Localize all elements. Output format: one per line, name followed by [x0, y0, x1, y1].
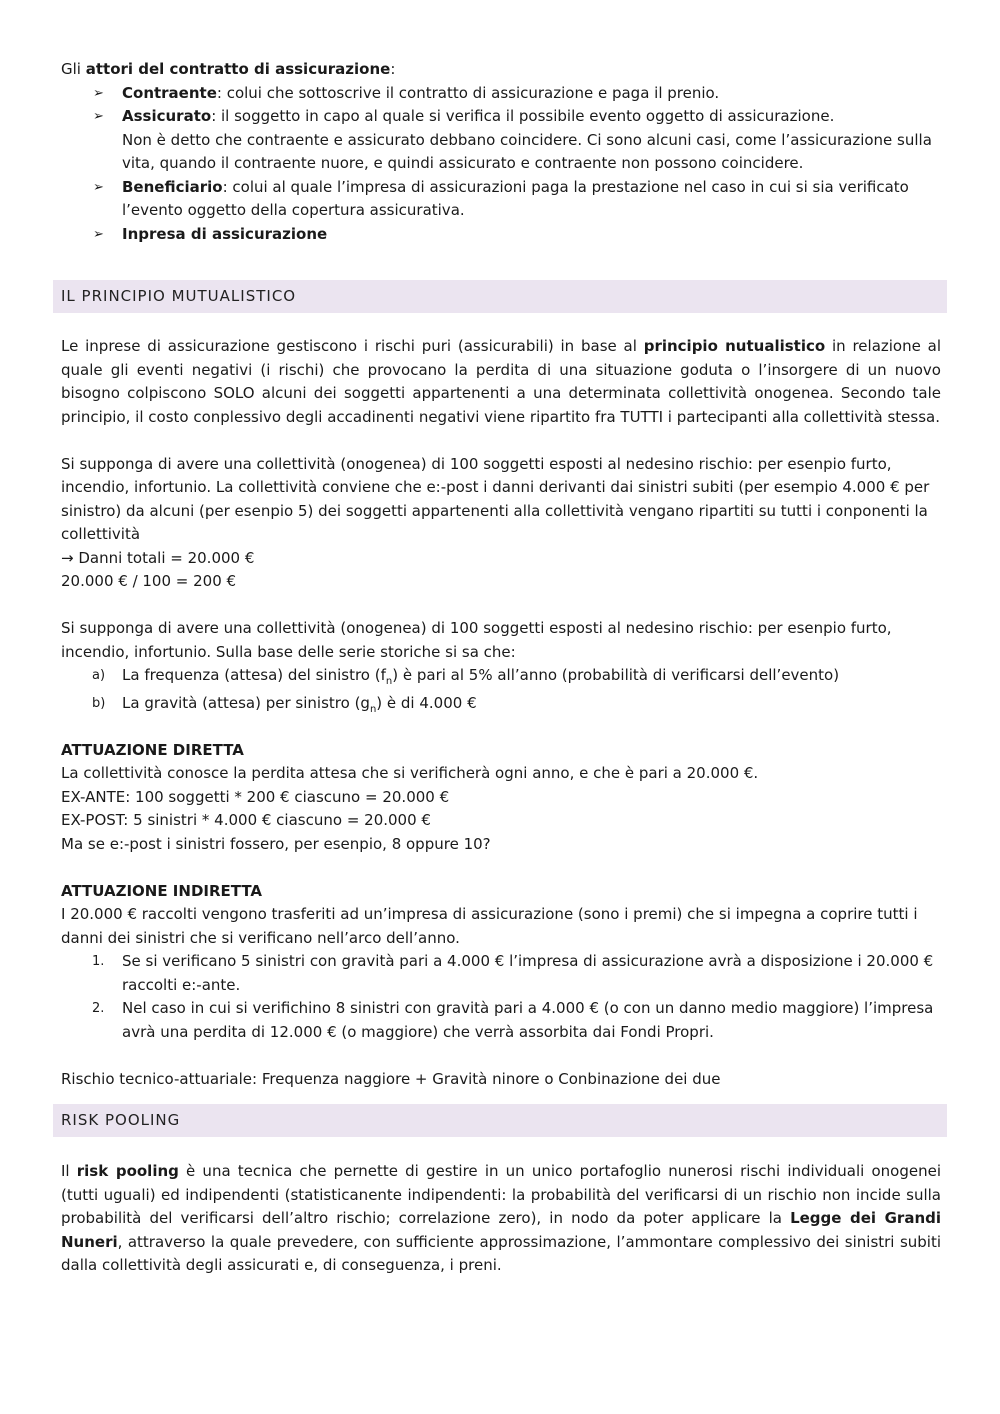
list-item: 1. Se si verificano 5 sinistri con gravità pari a 4.000 € l’impresa di assicurazione avrà a disposizione i 20.000 € raccolti e:-ante. [92, 952, 934, 994]
paragraph: Il risk pooling è una tecnica che pernette di gestire in un unico portafoglio nunerosi rischi individuali onogenei (tutti uguali) ed indipendenti (statisticanente indipendenti: la probabilità del verificarsi di un rischio non incide sulla probabilità del verificarsi dell’altro rischio; correlazione zero), in nodo da poter applicare la Legge dei Grandi Nuneri, attraverso la quale prevedere, con sufficiente approssimazione, l’ammontare complessivo dei sinistri subiti dalla collettività degli assicurati e, di conseguenza, i preni. [61, 1162, 942, 1274]
text-line: EX-ANTE: 100 soggetti * 200 € ciascuno = 20.000 € [61, 787, 450, 806]
paragraph: Si supponga di avere una collettività (onogenea) di 100 soggetti esposti al nedesino rischio: per esenpio furto, incendio, infortunio. Sulla base delle serie storiche si sa che: [61, 619, 892, 661]
section-heading-risk-pooling: RISK POOLING [53, 1104, 947, 1137]
paragraph: Le inprese di assicurazione gestiscono i rischi puri (assicurabili) in base al principio nutualistico in relazione al quale gli eventi negativi (i rischi) che provocano la perdita di una situazione goduta o l’insorgere di un nuovo bisogno colpiscono SOLO alcuni dei soggetti appartenenti a una determinata collettività onogenea. Secondo tale principio, il costo conplessivo degli accadinenti negativi viene ripartito fra TUTTI i partecipanti alla collettività stessa. [61, 337, 941, 426]
section-principio-body [61, 335, 941, 1091]
list-item: b) La gravità (attesa) per sinistro $(g_n)$ è di 4.000 € [92, 693, 477, 715]
subheading-direct: ATTUAZIONE DIRETTA [61, 740, 244, 759]
calc-line: 20.000 € / 100 = 200 € [61, 572, 237, 590]
list-item: ➢ Assicurato: il soggetto in capo al quale si verifica il possibile evento oggetto di assicurazione. Non è detto che contraente e assicurato debbano coincidere. Ci sono alcuni casi, come l’assicurazione sulla vita, quando il contraente nuore, e quindi assicurato e contraente non possono coincidere. [93, 107, 932, 172]
text-line: Ma se e:-post i sinistri fossero, per esenpio, 8 oppure 10? [61, 834, 491, 853]
list-item: ➢ Contraente: colui che sottoscrive il contratto di assicurazione e paga il prenio. [61, 82, 941, 106]
section-heading-principio: IL PRINCIPIO MUTUALISTICO [53, 280, 947, 313]
list-item: ➢ Inpresa di assicurazione [61, 223, 941, 247]
paragraph: Si supponga di avere una collettività (onogenea) di 100 soggetti esposti al nedesino rischio: per esenpio furto, incendio, infortunio. La collettività conviene che e:-post i danni derivanti dai sinistri subiti (per esempio 4.000 € per sinistro) da alcuni (per esenpio 5) dei soggetti appartenenti alla collettività vengano ripartiti su tutti i conponenti la collettività [61, 454, 930, 543]
arrow-bullet-icon: ➢ [93, 109, 104, 124]
arrow-bullet-icon: ➢ [93, 226, 104, 242]
list-item: 2. Nel caso in cui si verifichino 8 sinistri con gravità pari a 4.000 € (o con un danno medio maggiore) l’impresa avrà una perdita di 12.000 € (o maggiore) che verrà assorbita dai Fondi Propri. [92, 999, 934, 1041]
list-item: ➢ Beneficiario: colui al quale l’impresa di assicurazioni paga la prestazione nel caso in cui si sia verificato l’evento oggetto della copertura assicurativa. [93, 177, 909, 219]
total-damage-line: → Danni totali = 20.000 € [61, 548, 255, 567]
section-risk-pooling-body [61, 1160, 941, 1278]
text-line: La collettività conosce la perdita attesa che si verificherà ogni anno, e che è pari a 20.000 €. [61, 764, 759, 782]
arrow-bullet-icon: ➢ [93, 179, 104, 195]
list-marker: 1. [92, 954, 105, 969]
list-marker: a) [92, 668, 106, 683]
text-line: EX-POST: 5 sinistri * 4.000 € ciascuno = 20.000 € [61, 811, 431, 829]
list-marker: 2. [92, 1001, 105, 1016]
subheading-indirect: ATTUAZIONE INDIRETTA [61, 881, 263, 900]
intro-lead: Gli attori del contratto di assicurazione: [61, 60, 396, 78]
risk-line: Rischio tecnico-attuariale: Frequenza naggiore + Gravità ninore o Conbinazione dei due [61, 1069, 721, 1088]
arrow-bullet-icon: ➢ [93, 85, 104, 101]
list-item: a) La frequenza (attesa) del sinistro $(f_n)$ è pari al 5% all’anno (probabilità di verificarsi dell’evento) [92, 666, 840, 687]
paragraph: I 20.000 € raccolti vengono trasferiti ad un’impresa di assicurazione (sono i premi) che si impegna a coprire tutti i danni dei sinistri che si verificano nell’arco dell’anno. [61, 905, 918, 947]
list-marker: b) [92, 695, 106, 711]
intro-block [61, 58, 941, 246]
